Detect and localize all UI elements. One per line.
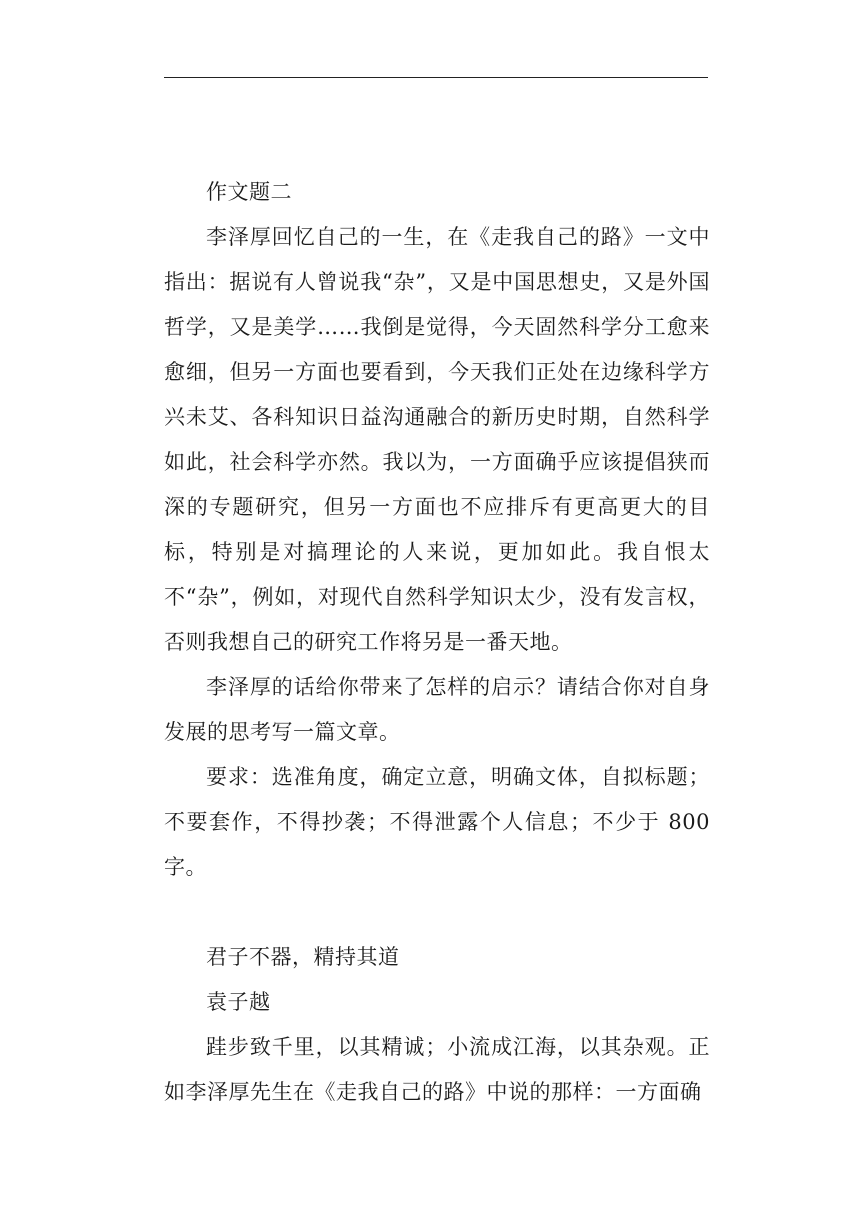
prompt-requirements: 要求：选准角度，确定立意，明确文体，自拟标题；不要套作，不得抄袭；不得泄露个人信息；不少于 800 字。 — [164, 765, 710, 879]
section-gap — [164, 890, 710, 935]
prompt-paragraph: 李泽厚的话给你带来了怎样的启示？请结合你对自身发展的思考写一篇文章。 — [164, 675, 710, 744]
essay-author: 袁子越 — [206, 990, 271, 1014]
document-body — [164, 170, 710, 1115]
header-rule — [164, 77, 708, 78]
essay-paragraph: 跬步致千里，以其精诚；小流成江海，以其杂观。正如李泽厚先生在《走我自己的路》中说的那样：一方面确 — [164, 1035, 710, 1104]
essay-title: 君子不器，精持其道 — [206, 945, 400, 969]
prompt-paragraph: 李泽厚回忆自己的一生，在《走我自己的路》一文中指出：据说有人曾说我“杂”，又是中国思想史，又是外国哲学，又是美学……我倒是觉得，今天固然科学分工愈来愈细，但另一方面也要看到，今天我们正处在边缘科学方兴未艾、各科知识日益沟通融合的新历史时期，自然科学如此，社会科学亦然。我以为，一方面确乎应该提倡狭而深的专题研究，但另一方面也不应排斥有更高更大的目标，特别是对搞理论的人来说，更加如此。我自恨太不“杂”，例如，对现代自然科学知识太少，没有发言权，否则我想自己的研究工作将另是一番天地。 — [164, 225, 710, 654]
prompt-title: 作文题二 — [206, 180, 292, 204]
